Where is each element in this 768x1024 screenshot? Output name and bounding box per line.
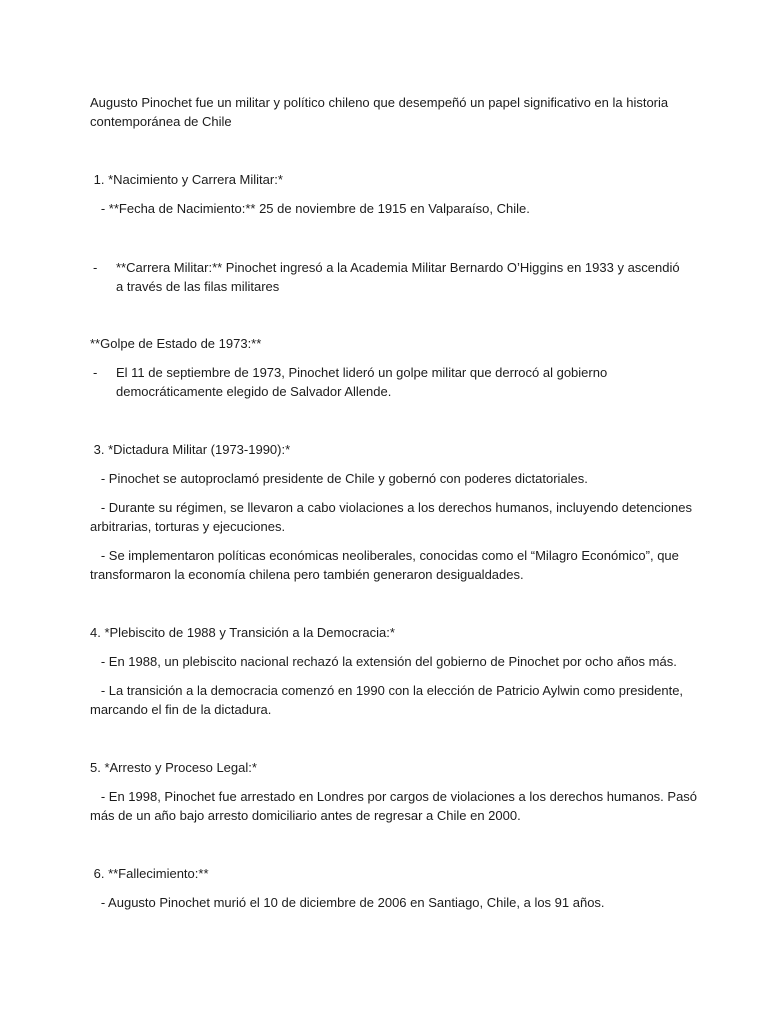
career-bullet: -	[93, 260, 98, 275]
birth-date-item: - **Fecha de Nacimiento:** 25 de noviembre de 1915 en Valparaíso, Chile.	[90, 201, 530, 216]
career-line-1: **Carrera Militar:** Pinochet ingresó a la Academia Militar Bernardo O’Higgins en 1933 y ascendió	[116, 260, 680, 275]
plebiscite-item-1: - En 1988, un plebiscito nacional rechazó la extensión del gobierno de Pinochet por ocho años más.	[90, 654, 677, 669]
coup-line-2: democráticamente elegido de Salvador Allende.	[116, 384, 392, 399]
section-2-heading: **Golpe de Estado de 1973:**	[90, 336, 262, 351]
coup-bullet: -	[93, 365, 98, 380]
dictatorship-item-3-line-1: - Se implementaron políticas económicas neoliberales, conocidas como el “Milagro Económico”, que	[90, 548, 679, 563]
section-1-heading: 1. *Nacimiento y Carrera Militar:*	[90, 172, 283, 187]
dictatorship-item-3-line-2: transformaron la economía chilena pero también generaron desigualdades.	[90, 567, 524, 582]
section-5-heading: 5. *Arresto y Proceso Legal:*	[90, 760, 257, 775]
career-line-2: a través de las filas militares	[116, 279, 280, 294]
dictatorship-item-1: - Pinochet se autoproclamó presidente de Chile y gobernó con poderes dictatoriales.	[90, 471, 588, 486]
intro-line-2: contemporánea de Chile	[90, 114, 232, 129]
plebiscite-item-2-line-2: marcando el fin de la dictadura.	[90, 702, 272, 717]
plebiscite-item-2-line-1: - La transición a la democracia comenzó en 1990 con la elección de Patricio Aylwin como presidente,	[90, 683, 684, 698]
coup-line-1: El 11 de septiembre de 1973, Pinochet lideró un golpe militar que derrocó al gobierno	[116, 365, 608, 380]
dictatorship-item-2-line-2: arbitrarias, torturas y ejecuciones.	[90, 519, 286, 534]
arrest-item-1-line-1: - En 1998, Pinochet fue arrestado en Londres por cargos de violaciones a los derechos humanos. Pasó	[90, 789, 698, 804]
arrest-item-1-line-2: más de un año bajo arresto domiciliario antes de regresar a Chile en 2000.	[90, 808, 521, 823]
intro-line-1: Augusto Pinochet fue un militar y político chileno que desempeñó un papel significativo en la historia	[90, 95, 669, 110]
dictatorship-item-2-line-1: - Durante su régimen, se llevaron a cabo violaciones a los derechos humanos, incluyendo detenciones	[90, 500, 692, 515]
section-3-heading: 3. *Dictadura Militar (1973-1990):*	[90, 442, 291, 457]
death-item-1: - Augusto Pinochet murió el 10 de diciembre de 2006 en Santiago, Chile, a los 91 años.	[90, 895, 605, 910]
section-6-heading: 6. **Fallecimiento:**	[90, 866, 209, 881]
section-4-heading: 4. *Plebiscito de 1988 y Transición a la Democracia:*	[90, 625, 395, 640]
